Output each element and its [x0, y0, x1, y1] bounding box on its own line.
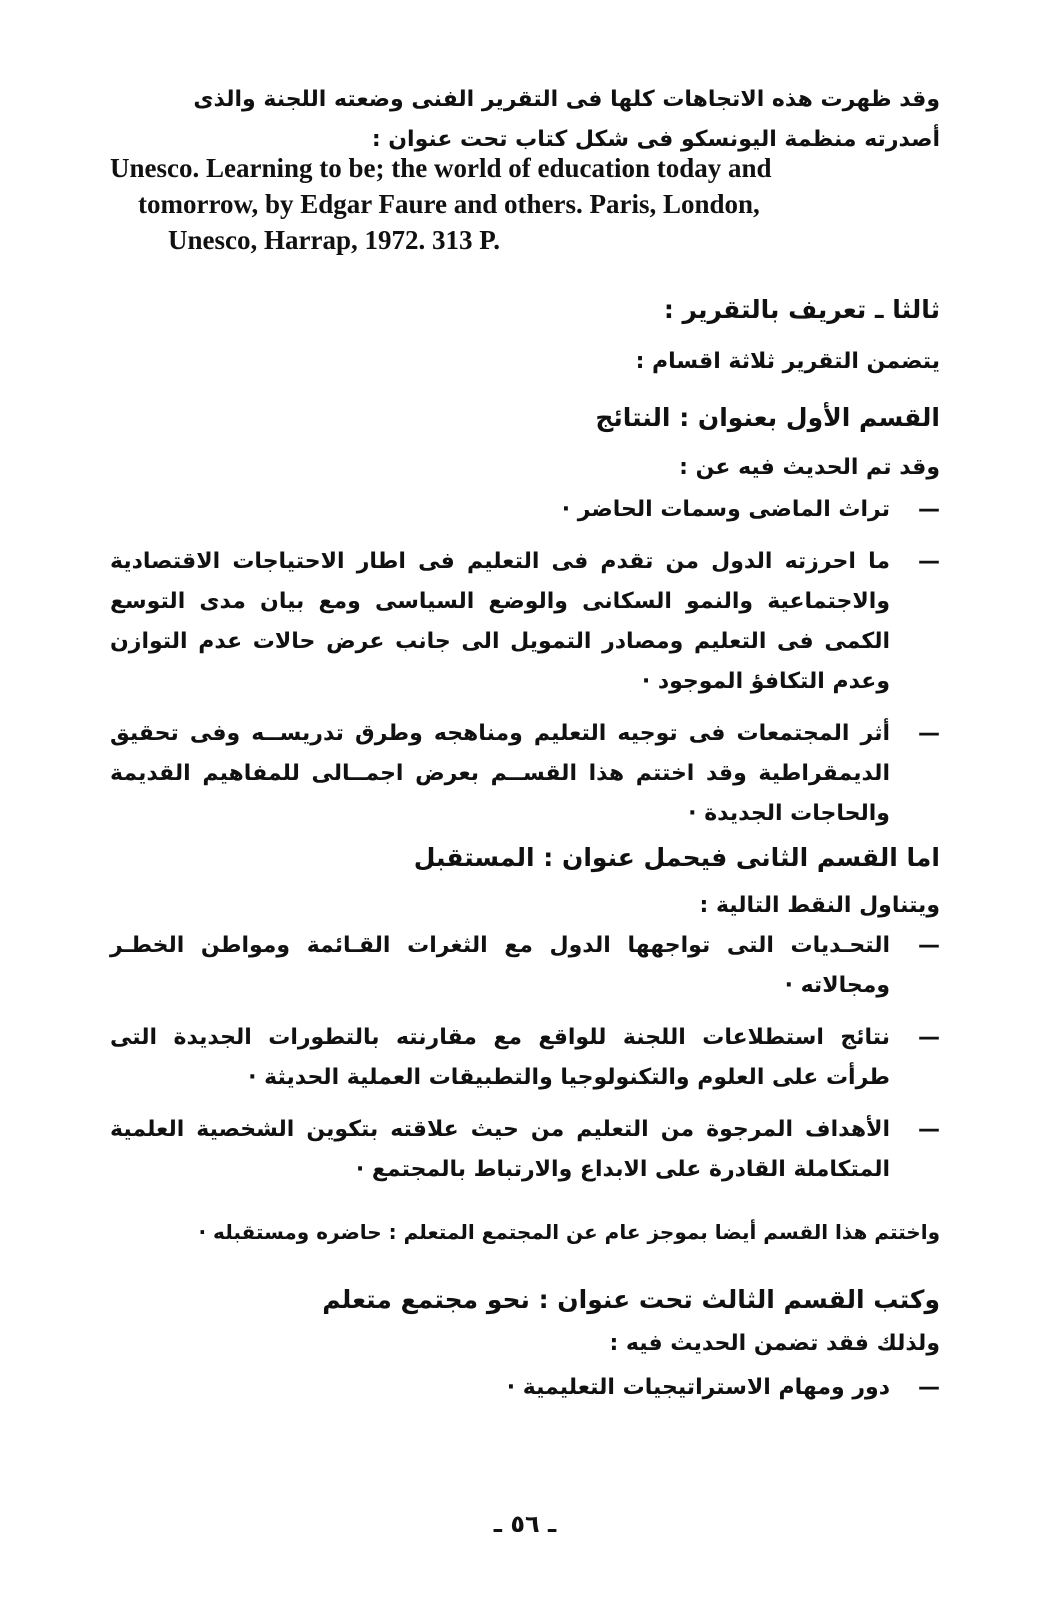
reference-line: tomorrow, by Edgar Faure and others. Paris, London, — [138, 189, 760, 219]
section-report-definition — [110, 290, 940, 382]
reference-line: Unesco, Harrap, 1972. 313 P. — [168, 225, 500, 255]
part-three — [110, 1280, 940, 1408]
part-heading: وكتب القسم الثالث تحت عنوان : نحو مجتمع متعلم — [322, 1285, 940, 1314]
list-item-text: نتائج استطلاعات اللجنة للواقع مع مقارنته بالتطورات الجديدة التى طرأت على العلوم والتكنولوجيا والتطبيقات العملية الحديثة · — [110, 1025, 890, 1090]
list-item-text: دور ومهام الاستراتيجيات التعليمية · — [506, 1375, 890, 1400]
dash-marker: — — [918, 549, 940, 574]
list-item-text: ما احرزته الدول من تقدم فى التعليم فى اطار الاحتياجات الاقتصادية والاجتماعية والنمو السكانى والوضع السياسى ومع بيان مدى التوسع الكمى فى التعليم ومصادر التمويل الى جانب عرض حالات عدم التوازن وعدم التكافؤ الموجود · — [110, 549, 890, 694]
dash-marker: — — [918, 1375, 940, 1400]
list-item — [110, 714, 940, 834]
intro-line: وقد ظهرت هذه الاتجاهات كلها فى التقرير الفنى وضعته اللجنة والذى — [193, 87, 940, 112]
page-number: ـ ٥٦ ـ — [493, 1510, 557, 1538]
part-heading: القسم الأول بعنوان : النتائج — [595, 403, 940, 432]
part-two — [110, 838, 940, 1252]
part-one — [110, 398, 940, 834]
section-heading: ثالثا ـ تعريف بالتقرير : — [663, 295, 940, 324]
part-intro: ولذلك فقد تضمن الحديث فيه : — [609, 1331, 940, 1356]
list-item — [110, 490, 940, 530]
dash-marker: — — [918, 497, 940, 522]
list-item — [110, 1110, 940, 1190]
part-heading: اما القسم الثانى فيحمل عنوان : المستقبل — [413, 843, 940, 872]
list-item — [110, 1368, 940, 1408]
document-page — [110, 70, 940, 1550]
list-item — [110, 542, 940, 702]
part-closing: واختتم هذا القسم أيضا بموجز عام عن المجتمع المتعلم : حاضره ومستقبله · — [198, 1220, 940, 1244]
list-item-text: الأهداف المرجوة من التعليم من حيث علاقته بتكوين الشخصية العلمية المتكاملة القادرة على الابداع والارتباط بالمجتمع · — [110, 1117, 890, 1182]
list-item — [110, 926, 940, 1006]
dash-marker: — — [918, 933, 940, 958]
part-intro: وقد تم الحديث فيه عن : — [679, 455, 940, 480]
intro-line: أصدرته منظمة اليونسكو فى شكل كتاب تحت عنوان : — [371, 127, 940, 152]
section-intro: يتضمن التقرير ثلاثة اقسام : — [635, 349, 940, 374]
dash-marker: — — [918, 721, 940, 746]
bibliographic-reference — [110, 150, 940, 258]
part-intro: ويتناول النقط التالية : — [699, 893, 940, 918]
list-item-text: أثر المجتمعات فى توجيه التعليم ومناهجه وطرق تدريســه وفى تحقيق الديمقراطية وقد اختتم هذا القســم بعرض اجمــالى للمفاهيم القديمة والحاجات الجديدة · — [110, 721, 890, 826]
list-item-text: تراث الماضى وسمات الحاضر · — [561, 497, 890, 522]
list-item — [110, 1018, 940, 1098]
dash-marker: — — [918, 1025, 940, 1050]
intro-paragraph — [110, 80, 940, 160]
list-item-text: التحـديات التى تواجهها الدول مع الثغرات القـائمة ومواطن الخطـر ومجالاته · — [110, 933, 890, 998]
reference-line: Unesco. Learning to be; the world of education today and — [110, 153, 772, 183]
dash-marker: — — [918, 1117, 940, 1142]
